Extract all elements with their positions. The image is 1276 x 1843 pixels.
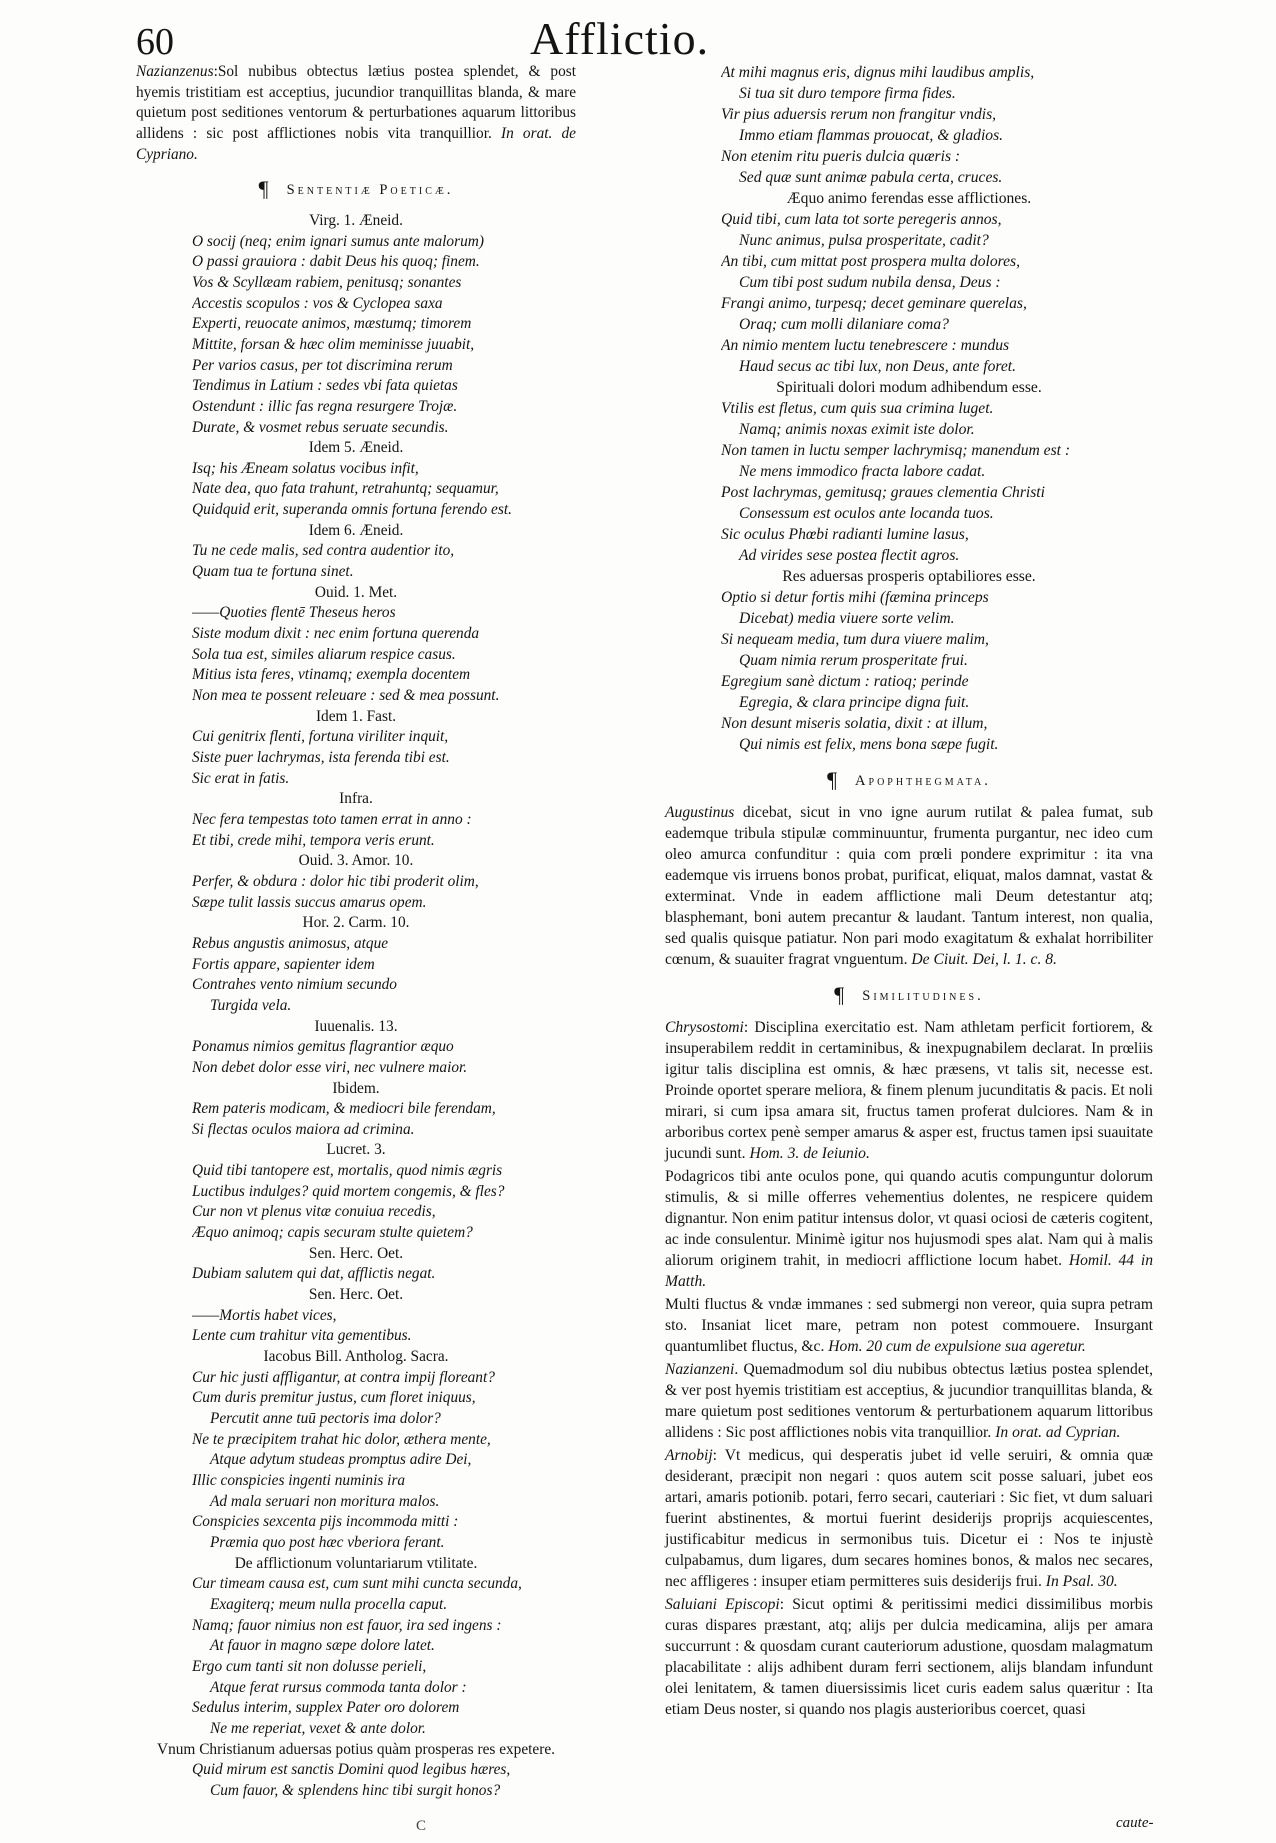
- similitude-text: Multi fluctus & vndæ immanes : sed submergi non vereor, quia supra petram sto. Insaniat licet mare, petram non potest commouere. Insurgant quantumlibet fluctus, &c.: [665, 1296, 1153, 1355]
- similitude-cite: In orat. ad Cyprian.: [995, 1424, 1121, 1441]
- source-label: Sen. Herc. Oet.: [308, 1244, 404, 1262]
- left-column: [136, 62, 576, 1801]
- intro-cite: In orat. de Cypriano.: [136, 124, 576, 163]
- verse-line: Turgida vela.: [210, 996, 292, 1014]
- apophthegm-text: dicebat, sicut in vno igne aurum rutilat & palea fumat, sub eademque tribula stipulæ comminuuntur, frumenta purgantur, nec ideo cum oleo amurca confunditur : quia com prœli pondere exprimitur : ita vna eademque vis irruens bonos probat, purificat, eliquat, malos damnat, vastat & exterminat. Vnde in eadem afflictione mali Deum detestantur atq; blasphemant, boni autem precantur & laudant. Tantum interest, non qualia, sed qualis quisque patiatur. Non pari modo exagitatum & exhalat horribiliter cœnum, & suauiter fragrat vnguentum.: [665, 804, 1153, 968]
- verse-line: Mittite, forsan & hæc olim meminisse juuabit,: [192, 335, 475, 353]
- verse-line: Per varios casus, per tot discrimina rerum: [192, 356, 453, 374]
- similitudes-list: [665, 1017, 1153, 1720]
- verse-line: An nimio mentem luctu tenebrescere : mundus: [721, 337, 1010, 354]
- apophthegm-cite: De Ciuit. Dei, l. 1. c. 8.: [911, 951, 1057, 968]
- similitude-author: Saluiani Episcopi: [665, 1596, 780, 1613]
- intro-paragraph: [136, 62, 576, 165]
- section-heading-apophthegmata: ¶ Apophthegmata.: [827, 767, 991, 792]
- verse-line: Et tibi, crede mihi, tempora veris erunt.: [192, 831, 435, 849]
- similitude-text: : Disciplina exercitatio est. Nam athletam perficit fortiorem, & insuperabilem reddit in certaminibus, & inexpugnabilem declarat. In prœliis igitur talis disciplina est omnis, & hæc præsens, vt talis sit, necesse est. Proinde oportet sperare meliora, & finem plenum jucunditatis & pacis. Et noli mirari, si cum ipsa amara sit, fructus tamen proferat dulciores. Nam & in arboribus cortex penè semper amarus & asper est, fructus tamen ipsi suauitate jucundi sunt.: [665, 1019, 1153, 1162]
- source-label: Virg. 1. Æneid.: [309, 211, 403, 229]
- verse-line: Exagiterq; meum nulla procella caput.: [210, 1595, 448, 1613]
- verse-title: Vnum Christianum aduersas potius quàm prosperas res expetere.: [157, 1740, 555, 1758]
- verse-line: Fortis appare, sapienter idem: [192, 955, 375, 973]
- similitude-text: Podagricos tibi ante oculos pone, qui quando acutis compunguntur dolorum stimulis, & si mille offerres vehementius dolentes, ne respicere quidem dignantur. Non enim patitur intensus dolor, vt quasi ociosi de cæteris cogitent, ac inde consulentur. Minimè igitur nos hujusmodi spes alat. Nam qui à malis aliorum originem trahit, in mediocri afflictione locum habet.: [665, 1168, 1153, 1269]
- verse-line: Si tua sit duro tempore firma fides.: [739, 85, 956, 102]
- verse-line: Sic erat in fatis.: [192, 769, 290, 787]
- verse-line: Nunc animus, pulsa prosperitate, cadit?: [739, 232, 989, 249]
- verse-line: Ponamus nimios gemitus flagrantior æquo: [192, 1038, 454, 1056]
- verse-line: Cur hic justi affligantur, at contra impij floreant?: [192, 1368, 495, 1386]
- source-label: Iacobus Bill. Antholog. Sacra.: [263, 1348, 449, 1366]
- similitude-cite: Homil. 44 in Matth.: [665, 1252, 1153, 1290]
- verse-line: Cur non vt plenus vitæ conuiua recedis,: [192, 1203, 436, 1221]
- source-label: Iuuenalis. 13.: [314, 1017, 398, 1035]
- verse-line: Vtilis est fletus, cum quis sua crimina luget.: [721, 400, 994, 417]
- verse-group-3: [665, 398, 1153, 566]
- verse-group-2: [665, 209, 1153, 377]
- verse-line: Namq; fauor nimius non est fauor, ira sed ingens :: [192, 1616, 502, 1634]
- verse-line: Quidquid erit, superanda omnis fortuna ferendo est.: [192, 501, 512, 519]
- similitude-paragraph: [665, 1166, 1153, 1292]
- similitude-author: Nazianzeni: [665, 1361, 735, 1378]
- section-heading-poetica: ¶ Sententiæ Poeticæ.: [258, 176, 454, 202]
- verse-line: Non tamen in luctu semper lachrymisq; manendum est :: [721, 442, 1071, 459]
- verse-line: Quam nimia rerum prosperitate frui.: [739, 652, 968, 669]
- source-label: Sen. Herc. Oet.: [308, 1286, 404, 1304]
- verse-line: Nec fera tempestas toto tamen errat in anno :: [192, 810, 472, 828]
- verse-line: An tibi, cum mittat post prospera multa dolores,: [721, 253, 1021, 270]
- verse-line: At mihi magnus eris, dignus mihi laudibus amplis,: [721, 64, 1035, 81]
- verse-title: Spirituali dolori modum adhibendum esse.: [776, 379, 1042, 396]
- similitude-paragraph: [665, 1359, 1153, 1443]
- verse-line: Post lachrymas, gemitusq; graues clementia Christi: [721, 484, 1045, 501]
- verse-line: Siste modum dixit : nec enim fortuna querenda: [192, 625, 480, 643]
- source-label: Ouid. 1. Met.: [314, 583, 398, 601]
- verse-title: Æquo animo ferendas esse afflictiones.: [786, 190, 1032, 207]
- signature-mark: C: [416, 1818, 427, 1834]
- verse-line: Conspicies sexcenta pijs incommoda mitti :: [192, 1513, 459, 1531]
- verse-line: Isq; his Æneam solatus vocibus infit,: [192, 459, 419, 477]
- verse-line: Rebus angustis animosus, atque: [192, 934, 389, 952]
- verse-line: Ad mala seruari non moritura malos.: [210, 1492, 440, 1510]
- verse-line: Non desunt miseris solatia, dixit : at illum,: [721, 715, 988, 732]
- pilcrow-icon: ¶: [258, 176, 269, 202]
- verse-line: Quam tua te fortuna sinet.: [192, 563, 354, 581]
- apophthegm-author: Augustinus: [665, 804, 735, 821]
- verse-line: Non etenim ritu pueris dulcia quæris :: [721, 148, 961, 165]
- verse-line: Haud secus ac tibi lux, non Deus, ante foret.: [739, 358, 1017, 375]
- running-head: Afflictio.: [530, 13, 710, 64]
- verse-line: Quid tibi, cum lata tot sorte peregeris annos,: [721, 211, 1002, 228]
- verse-line: Ne me reperiat, vexet & ante dolor.: [210, 1719, 426, 1737]
- verse-line: Atque adytum studeas promptus adire Dei,: [210, 1451, 472, 1469]
- verse-line: Non mea te possent releuare : sed & mea possunt.: [192, 687, 500, 705]
- verse-line: Sola tua est, similes aliarum respice casus.: [192, 645, 456, 663]
- verse-line: Lente cum trahitur vita gementibus.: [192, 1327, 412, 1345]
- verse-line: Oraq; cum molli dilaniare coma?: [739, 316, 949, 333]
- verse-line: Ergo cum tanti sit non dolusse perieli,: [192, 1657, 427, 1675]
- verse-line: Si nequeam media, tum dura viuere malim,: [721, 631, 989, 648]
- verse-line: Perfer, & obdura : dolor hic tibi proderit olim,: [192, 872, 479, 890]
- similitude-author: Chrysostomi: [665, 1019, 744, 1036]
- verse-line: Quid tibi tantopere est, mortalis, quod nimis ægris: [192, 1162, 503, 1180]
- verse-line: Quid mirum est sanctis Domini quod legibus hæres,: [192, 1761, 511, 1779]
- verse-line: Dicebat) media viuere sorte velim.: [739, 610, 955, 627]
- verse-line: Luctibus indulges? quid mortem congemis, & fles?: [192, 1182, 505, 1200]
- verse-line: Cur timeam causa est, cum sunt mihi cuncta secunda,: [192, 1575, 522, 1593]
- verse-line: Illic conspicies ingenti numinis ira: [192, 1471, 406, 1489]
- verse-line: Egregium sanè dictum : ratioq; perinde: [721, 673, 969, 690]
- verse-line: Sed quæ sunt animæ pabula certa, cruces.: [739, 169, 1003, 186]
- verse-line: Cum fauor, & splendens hinc tibi surgit honos?: [210, 1781, 501, 1799]
- verse-line: Cum duris premitur justus, cum floret iniquus,: [192, 1389, 476, 1407]
- source-label: Idem 5. Æneid.: [308, 439, 404, 457]
- verse-line: Namq; animis noxas eximit iste dolor.: [739, 421, 975, 438]
- verse-group-4: [665, 587, 1153, 755]
- verse-line: Vir pius aduersis rerum non frangitur vndis,: [721, 106, 997, 123]
- verse-line: Ostendunt : illic fas regna resurgere Trojæ.: [192, 397, 458, 415]
- verse-line: Si flectas oculos maiora ad crimina.: [192, 1120, 415, 1138]
- similitude-paragraph: [665, 1017, 1153, 1164]
- similitude-cite: Hom. 3. de Ieiunio.: [749, 1145, 870, 1162]
- similitude-cite: Hom. 20 cum de expulsione sua ageretur.: [828, 1338, 1086, 1355]
- verse-line: Ne te præcipitem trahat hic dolor, æthera mente,: [192, 1430, 491, 1448]
- verse-line: At fauor in magno sæpe dolore latet.: [210, 1637, 435, 1655]
- verse-line: Æquo animoq; capis securam stulte quietem?: [192, 1224, 473, 1242]
- verse-line: Frangi animo, turpesq; decet geminare querelas,: [721, 295, 1027, 312]
- verse-line: Præmia quo post hæc vberiora ferant.: [210, 1533, 445, 1551]
- verse-line: ——Mortis habet vices,: [192, 1306, 337, 1324]
- verse-line: Contrahes vento nimium secundo: [192, 976, 397, 994]
- catchword: caute-: [1116, 1815, 1154, 1831]
- verse-title: Res aduersas prosperis optabiliores esse.: [782, 568, 1036, 585]
- verse-line: Cui genitrix flenti, fortuna viriliter inquit,: [192, 728, 449, 746]
- similitude-text: : Vt medicus, qui desperatis jubet id velle seruiri, & omnia quæ desiderant, præcipit non negari : quos autem scit posse saluari, jubet eos artari, amaris potionib. potari, ferro secari, cauteriari : Sic fiet, vt dum saluari fuerint abstinentes, & mortui fuerint desiderijs proprijs acquiescentes, justificabitur medicus in sermonibus tuis. Dicetur ei : Nos te injustè culpabamus, dum ligares, dum secares homines bonos, & malos nec secares, nec affligeres : insuper etiam permitteres suis desiderijs frui.: [665, 1447, 1153, 1590]
- similitude-author: Arnobij: [665, 1447, 713, 1464]
- page-number: 60: [136, 21, 174, 63]
- verse-line: Sic oculus Phœbi radianti lumine lasus,: [721, 526, 969, 543]
- verse-line: ——Quoties flentē Theseus heros: [192, 604, 396, 622]
- verse-line: Experti, reuocate animos, mæstumq; timorem: [192, 315, 472, 333]
- verse-line: Ad virides sese postea flectit agros.: [739, 547, 960, 564]
- verse-line: Non debet dolor esse viri, nec vulnere maior.: [192, 1058, 468, 1076]
- verse-line: Atque ferat rursus commoda tanta dolor :: [210, 1678, 467, 1696]
- similitude-paragraph: [665, 1294, 1153, 1357]
- similitude-text: . Quemadmodum sol diu nubibus obtectus lætius postea splendet, & ver post hyemis tristitiam est acceptius, & jucundior tranquillitas blanda, & mare quietum post seditiones ventorum & perturbationem aquarum littoribus allidens : Sic post afflictiones nobis vita tranquillior.: [665, 1361, 1153, 1441]
- source-label: Infra.: [339, 790, 373, 808]
- verse-line: Accestis scopulos : vos & Cyclopea saxa: [192, 294, 443, 312]
- verse-line: Consessum est oculos ante locanda tuos.: [739, 505, 994, 522]
- section-heading-similitudines: ¶ Similitudines.: [834, 982, 984, 1007]
- verse-line: Durate, & vosmet rebus seruate secundis.: [192, 418, 449, 436]
- poetic-sentences: [136, 211, 576, 1802]
- verse-line: Rem pateris modicam, & mediocri bile ferendam,: [192, 1100, 496, 1118]
- intro-text: :Sol nubibus obtectus lætius postea splendet, & post hyemis tristitiam est acceptius, jucundior tranquillitas blanda, & mare quietum post seditiones ventorum & perturbationes aquarum littoribus allidens : sic post afflictiones nobis vita tranquillior.: [136, 63, 576, 142]
- verse-line: O passi grauiora : dabit Deus his quoq; finem.: [192, 253, 480, 271]
- verse-line: Mitius ista feres, vtinamq; exempla docentem: [192, 666, 471, 684]
- verse-line: Siste puer lachrymas, ista ferenda tibi est.: [192, 749, 450, 766]
- pilcrow-icon: ¶: [834, 982, 845, 1007]
- verse-group-1: [665, 62, 1153, 188]
- verse-line: Dubiam salutem qui dat, afflictis negat.: [192, 1265, 436, 1283]
- similitude-paragraph: [665, 1445, 1153, 1592]
- source-label: Lucret. 3.: [326, 1141, 386, 1159]
- similitude-paragraph: [665, 1594, 1153, 1720]
- source-label: Idem 6. Æneid.: [308, 521, 404, 539]
- right-column: [665, 62, 1153, 1720]
- similitude-cite: In Psal. 30.: [1045, 1573, 1118, 1590]
- verse-line: Vos & Scyllæam rabiem, penitusq; sonantes: [192, 273, 462, 291]
- apophthegm-paragraph: [665, 802, 1153, 970]
- verse-line: Immo etiam flammas prouocat, & gladios.: [739, 127, 1004, 144]
- verse-line: Ne mens immodico fracta labore cadat.: [739, 463, 986, 480]
- intro-author: Nazianzenus: [136, 63, 214, 80]
- source-label: Hor. 2. Carm. 10.: [302, 914, 410, 932]
- verse-line: Tendimus in Latium : sedes vbi fata quietas: [192, 377, 458, 395]
- verse-line: Nate dea, quo fata trahunt, retrahuntq; sequamur,: [192, 480, 499, 498]
- pilcrow-icon: ¶: [827, 767, 838, 792]
- verse-line: Sæpe tulit lassis succus amarus opem.: [192, 893, 427, 911]
- similitude-text: : Sicut optimi & peritissimi medici dissimilibus morbis curas dispares præstant, atq; alijs per dulcia medicamina, alijs per amara succurrunt : & quosdam curant cauteriorum adustione, quosdam malagmatum placabilitate : alijs adhibent duram ferri sectionem, alijs blandam infundunt olei lenitatem, & tamen diuersissimis licet curis eadem salus quæritur : Ita etiam Deus noster, si quando nos plagis austerioribus coercet, quasi: [665, 1596, 1154, 1718]
- verse-line: Cum tibi post sudum nubila densa, Deus :: [739, 274, 1001, 291]
- source-label: Ouid. 3. Amor. 10.: [298, 852, 414, 870]
- verse-line: Optio si detur fortis mihi (fæmina princeps: [721, 589, 989, 606]
- source-label: Ibidem.: [332, 1079, 380, 1097]
- verse-line: Tu ne cede malis, sed contra audentior ito,: [192, 542, 455, 560]
- source-label: Idem 1. Fast.: [315, 707, 397, 725]
- verse-line: Qui nimis est felix, mens bona sæpe fugit.: [739, 736, 999, 753]
- verse-line: Egregia, & clara principe digna fuit.: [739, 694, 970, 711]
- verse-title: De afflictionum voluntariarum vtilitate.: [234, 1554, 478, 1572]
- verse-line: Percutit anne tuū pectoris ima dolor?: [210, 1410, 441, 1427]
- verse-line: Sedulus interim, supplex Pater oro dolorem: [192, 1699, 460, 1717]
- verse-line: O socij (neq; enim ignari sumus ante malorum): [192, 232, 484, 250]
